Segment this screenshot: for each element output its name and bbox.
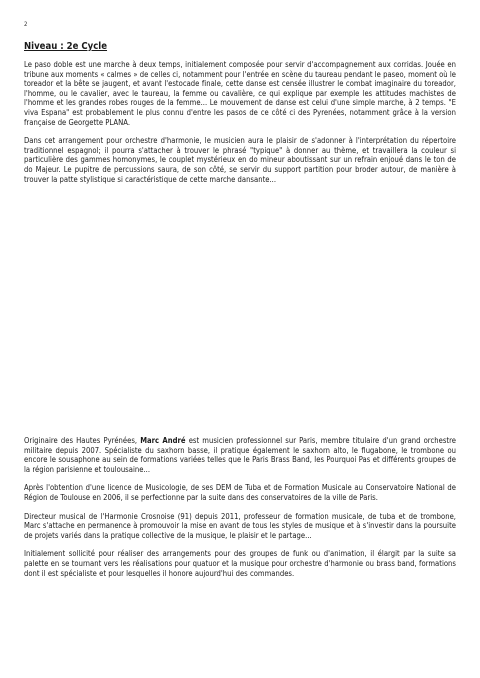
bio-lead-after: est musicien professionnel sur Paris, membre titulaire d'un grand orchestre militaire depuis 2007. Spécialiste du saxhorn basse, il pratique également le saxhorn alto, le flugabone, le trombone ou encore le sousaphone au sein de formations variées telles que le Paris Brass Band, les Pourquoi Pas et différents groupes de la région parisienne et toulousaine... [24,436,456,474]
bio-paragraph-4: Initialement sollicité pour réaliser des arrangements pour des groupes de funk ou d'animation, il élargit par la suite sa palette en se tournant vers les réalisations pour quatuor et la musique pour orchestre d'harmonie ou brass band, formations dont il est spécialiste et pour lesquelles il honore aujourd'hui des commandes. [24,549,456,578]
page-number: 2 [24,21,28,28]
intro-section [24,60,456,193]
bio-paragraph-3: Directeur musical de l'Harmonie Crosnoise (91) depuis 2011, professeur de formation musicale, de tuba et de trombone, Marc s'attache en permanence à promouvoir la mise en avant de tous les styles de musique et à s'investir dans la poursuite de projets variés dans la pratique collective de la musique, le plaisir et le partage... [24,511,456,540]
bio-paragraph-1 [24,436,456,474]
level-heading-text: Niveau : 2e Cycle [24,41,108,52]
author-name: Marc André [140,436,186,445]
intro-paragraph-1: Le paso doble est une marche à deux temps, initialement composée pour servir d'accompagnement aux corridas. Jouée en tribune aux moments « calmes » de celles ci, notamment pour l'entrée en scène du taureau pendant le paseo, moment où le toreador et la bête se jaugent, et avant l'estocade finale, cette danse est censée illustrer le combat imaginaire du toreador, l'homme, ou le cavalier, avec le taureau, la femme ou cavalière, ce qui explique par exemple les attitudes machistes de l'homme et les grandes robes rouges de la femme... Le mouvement de danse est celui d'une simple marche, à 2 temps. "E viva Espana" est probablement le plus connu d'entre les pasos de ce côté ci des Pyrenées, notamment grâce à la version française de Georgette PLANA. [24,60,456,127]
biography-section [24,436,456,587]
level-heading [24,41,107,52]
bio-paragraph-2: Après l'obtention d'une licence de Musicologie, de ses DEM de Tuba et de Formation Musicale au Conservatoire National de Région de Toulouse en 2006, il se perfectionne par la suite dans des conservatoires de la ville de Paris. [24,483,456,502]
bio-lead-before: Originaire des Hautes Pyrénées, [24,436,141,445]
intro-paragraph-2: Dans cet arrangement pour orchestre d'harmonie, le musicien aura le plaisir de s'adonner à l'interprétation du répertoire traditionnel espagnol; il pourra s'attacher à trouver le phrasé "typique" à donner au thème, et travaillera la couleur si particulière des gammes homonymes, le couplet mystérieux en do mineur aboutissant sur un refrain enjoué dans le ton de do Majeur. Le pupitre de percussions saura, de son côté, se servir du support partition pour broder autour, de manière à trouver la patte stylistique si caractéristique de cette marche dansante... [24,136,456,184]
